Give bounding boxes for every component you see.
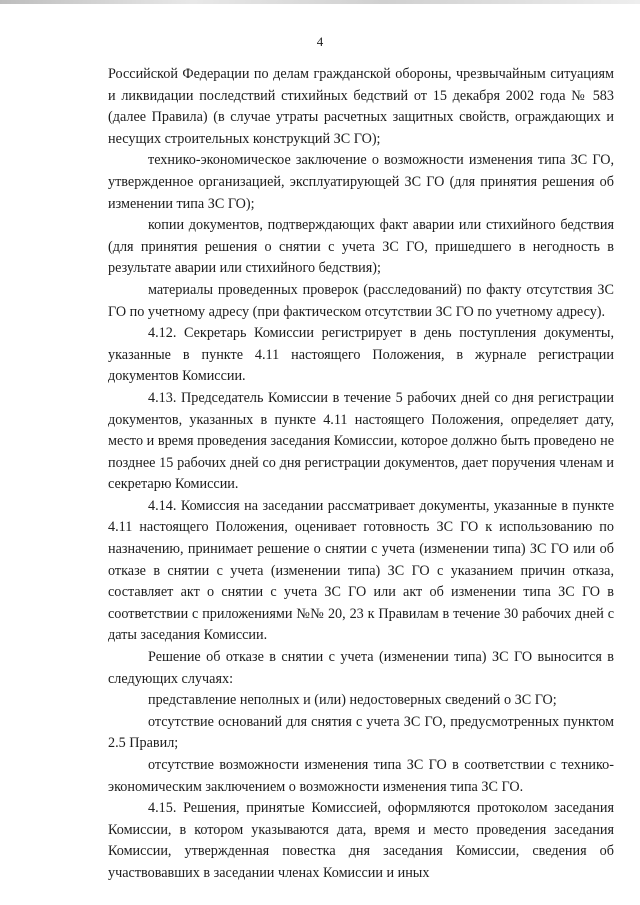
- paragraph-section-4-12: 4.12. Секретарь Комиссии регистрирует в день поступления документы, указанные в пункте 4.11 настоящего Положения, в журнале регистрации документов Комиссии.: [108, 325, 614, 385]
- document-body: [108, 64, 614, 885]
- paragraph-refusal-intro: Решение об отказе в снятии с учета (изменении типа) ЗС ГО выносится в следующих случаях:: [108, 649, 614, 687]
- paragraph-item: материалы проведенных проверок (расследований) по факту отсутствия ЗС ГО по учетному адресу (при фактическом отсутствии ЗС ГО по учетному адресу).: [108, 281, 614, 320]
- paragraph-item: отсутствие оснований для снятия с учета ЗС ГО, предусмотренных пунктом 2.5 Правил;: [108, 713, 614, 752]
- paragraph-item: отсутствие возможности изменения типа ЗС ГО в соответствии с технико-экономическим заключением о возможности изменения типа ЗС ГО.: [108, 757, 614, 795]
- paragraph-section-4-14: 4.14. Комиссия на заседании рассматривает документы, указанные в пункте 4.11 настоящего Положения, оценивает готовность ЗС ГО к использованию по назначению, принимает решение о снятии с учета (изменении типа) ЗС ГО или об отказе в снятии с учета (изменении типа) ЗС ГО с указанием причин отказа, составляет акт о снятии с учета ЗС ГО или акт об изменении типа ЗС ГО в соответствии с приложениями №№ 20, 23 к Правилам в течение 30 рабочих дней с даты заседания Комиссии.: [108, 497, 614, 644]
- paragraph-continuation: Российской Федерации по делам гражданской обороны, чрезвычайным ситуациям и ликвидации последствий стихийных бедствий от 15 декабря 2002 года № 583 (далее Правила) (в случае утраты расчетных защитных свойств, ограждающих и несущих строительных конструкций ЗС ГО);: [108, 66, 614, 147]
- paragraph-item: представление неполных и (или) недостоверных сведений о ЗС ГО;: [148, 692, 557, 709]
- paragraph-item: копии документов, подтверждающих факт аварии или стихийного бедствия (для принятия решения о снятии с учета ЗС ГО, пришедшего в негодность в результате аварии или стихийного бедствия);: [108, 217, 614, 277]
- paragraph-item: технико-экономическое заключение о возможности изменения типа ЗС ГО, утвержденное организацией, эксплуатирующей ЗС ГО (для принятия решения об изменении типа ЗС ГО);: [108, 152, 614, 212]
- page-number: 4: [316, 34, 324, 49]
- paragraph-section-4-13: 4.13. Председатель Комиссии в течение 5 рабочих дней со дня регистрации документов, указанных в пункте 4.11 настоящего Положения, определяет дату, место и время проведения заседания Комиссии, которое должно быть проведено не позднее 15 рабочих дней со дня регистрации документов, дает поручения членам и секретарю Комиссии.: [108, 389, 614, 493]
- scan-edge: [0, 0, 640, 4]
- paragraph-section-4-15: 4.15. Решения, принятые Комиссией, оформляются протоколом заседания Комиссии, в котором указываются дата, время и место проведения заседания Комиссии, утвержденная повестка дня заседания Комиссии, сведения об участвовавших в заседании членах Комиссии и иных: [108, 800, 614, 881]
